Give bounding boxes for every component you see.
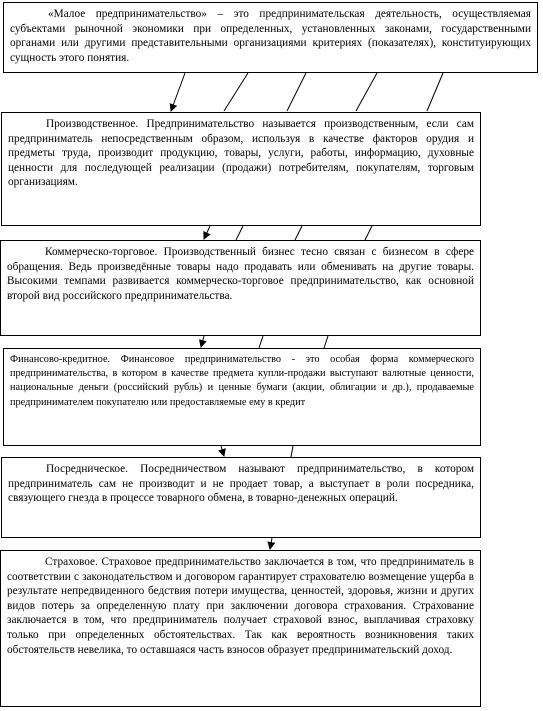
insurance-text: Страховое. Страховое предпринимательство заключается в том, что предприниматель в соответствии с законодательством и договором гарантирует страхователю возмещение ущерба в результате непредвиденного бедствия потери имущества, ценностей, здоровья, жизни и других видов потерь за определенную плату при заключении договора страхования. Страхование заключается в том, что предприниматель получает страховой взнос, выплачивая страховку только при определенных обстоятельствах. Так как вероятность возникновения таких обстоятельств невелика, то оставшаяся часть взносов образует предпринимательский доход. <box>7 556 474 656</box>
connector-line <box>291 446 293 457</box>
arrow-line <box>270 538 272 549</box>
production-text: Производственное. Предпринимательство называется производственным, если сам предприниматель непосредственным образом, используя в качестве факторов орудия и предметы труда, производит продукцию, товары, услуги, работы, информацию, духовные ценности для последующей реализации (продажи) потребителям, покупателям, торговым организациям. <box>8 118 474 189</box>
finance-credit-text: Финансово-кредитное. Финансовое предпринимательство - это особая форма коммерческого предпринимательства, в котором в качестве предмета купли-продажи выступают валютные ценности, национальные деньги (российский рубль) и ценные бумаги (акции, облигации и др.), продаваемые предпринимателем покупателю или предоставляемые ему в кредит <box>10 354 474 408</box>
intermediary-business-box <box>1 457 481 538</box>
connector-line <box>236 226 243 240</box>
trade-text: Коммерческо-торговое. Производственный бизнес тесно связан с бизнесом в сфере обращения. Ведь произведённые товары надо продавать или обменивать на другие товары. Высокими темпами развивается коммерческо-торговое предпринимательство, как основной второй вид российского предпринимательства. <box>7 246 474 302</box>
definition-text: «Малое предпринимательство» – это предпринимательская деятельность, осуществляемая субъектами рыночной экономики при определенных, установленных законами, государственными органами или другими представительными организациями критериях (показателях), конституирующих сущность этого понятия. <box>10 8 531 64</box>
connector-line <box>287 73 306 111</box>
trade-business-box <box>0 240 481 336</box>
finance-credit-business-box <box>3 348 481 446</box>
arrow-line <box>171 73 185 111</box>
production-business-box <box>1 112 481 226</box>
small-business-definition-box <box>3 2 538 73</box>
insurance-business-box <box>0 550 481 707</box>
connector-line <box>427 73 443 111</box>
arrow-line <box>204 226 210 239</box>
arrow-line <box>221 446 224 456</box>
connector-line <box>224 73 248 111</box>
connector-line <box>324 336 328 348</box>
connector-line <box>295 226 302 240</box>
arrow-line <box>201 336 204 347</box>
connector-line <box>365 226 372 240</box>
connector-line <box>356 73 377 111</box>
connector-line <box>259 336 263 348</box>
intermediary-text: Посредническое. Посредничеством называют предпринимательство, в котором предприниматель сам не производит и не продает товар, а выступает в роли посредника, связующего гнезда в процессе товарного обмена, в товарно-денежных операций. <box>8 463 474 505</box>
